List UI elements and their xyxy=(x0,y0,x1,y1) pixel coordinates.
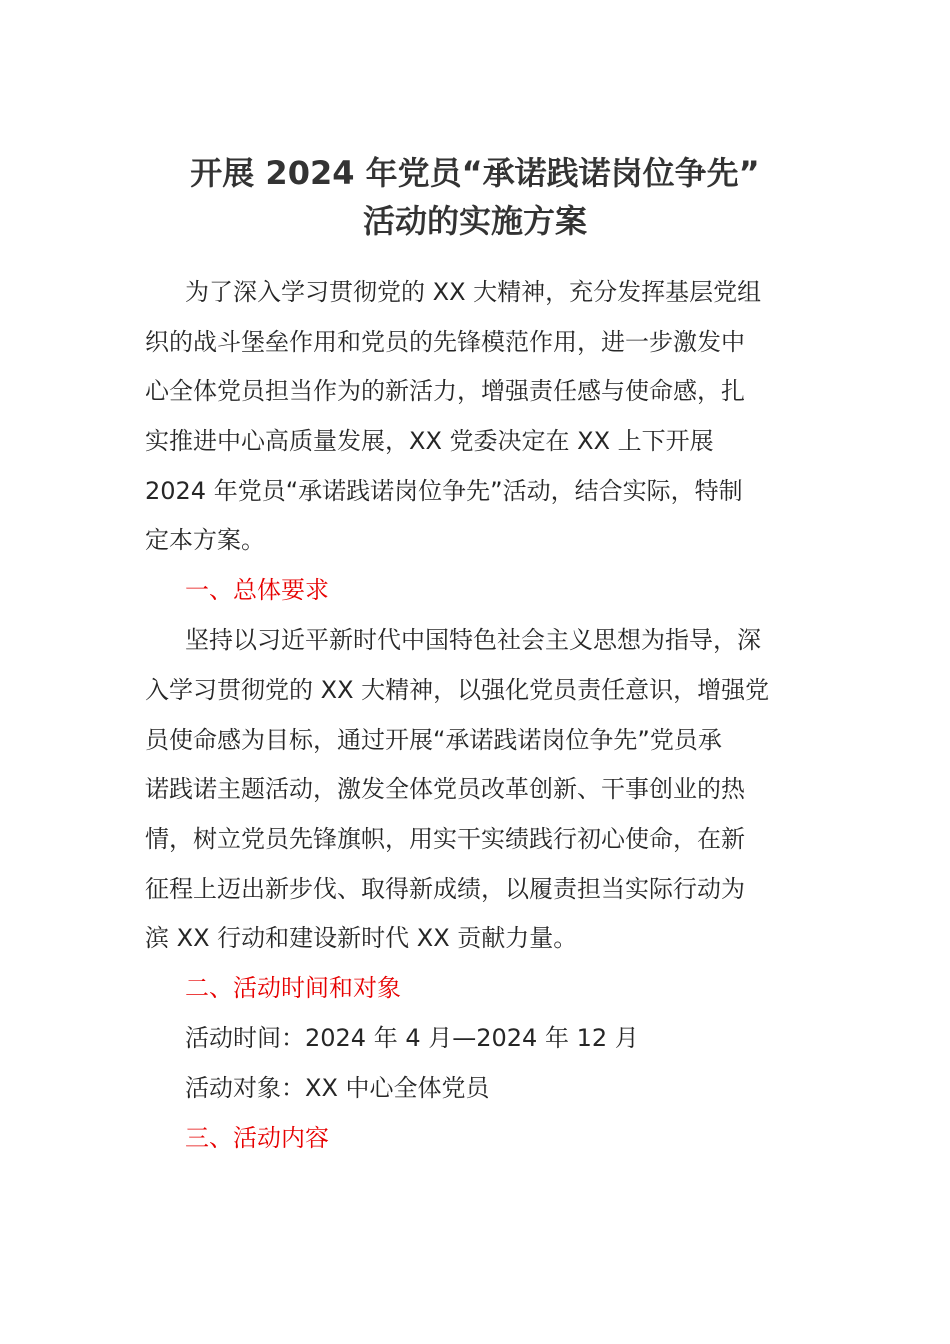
section-heading-general-requirements: 一、总体要求 xyxy=(185,576,329,604)
intro-paragraph-line: 织的战斗堡垒作用和党员的先锋模范作用，进一步激发中 xyxy=(145,328,745,356)
intro-paragraph-line: 定本方案。 xyxy=(145,526,265,554)
intro-paragraph-line: 为了深入学习贯彻党的 XX 大精神，充分发挥基层党组 xyxy=(185,278,762,306)
section1-paragraph-line: 入学习贯彻党的 XX 大精神，以强化党员责任意识，增强党 xyxy=(145,676,770,704)
section1-paragraph-line: 坚持以习近平新时代中国特色社会主义思想为指导，深 xyxy=(185,626,761,654)
document-title-line-1: 开展 2024 年党员“承诺践诺岗位争先” xyxy=(190,154,760,192)
section-heading-time-and-target: 二、活动时间和对象 xyxy=(185,974,401,1002)
section1-paragraph-line: 滨 XX 行动和建设新时代 XX 贡献力量。 xyxy=(145,924,578,952)
intro-paragraph-line: 2024 年党员“承诺践诺岗位争先”活动，结合实际，特制 xyxy=(145,477,743,505)
document-title-line-2: 活动的实施方案 xyxy=(362,202,587,240)
activity-target-line: 活动对象：XX 中心全体党员 xyxy=(185,1074,490,1102)
activity-time-line: 活动时间：2024 年 4 月—2024 年 12 月 xyxy=(185,1024,639,1052)
intro-paragraph-line: 心全体党员担当作为的新活力，增强责任感与使命感，扎 xyxy=(145,377,745,405)
section1-paragraph-line: 情，树立党员先锋旗帜，用实干实绩践行初心使命，在新 xyxy=(145,825,745,853)
section-heading-activity-content: 三、活动内容 xyxy=(185,1124,329,1152)
section1-paragraph-line: 诺践诺主题活动，激发全体党员改革创新、干事创业的热 xyxy=(145,775,745,803)
intro-paragraph-line: 实推进中心高质量发展，XX 党委决定在 XX 上下开展 xyxy=(145,427,714,455)
section1-paragraph-line: 征程上迈出新步伐、取得新成绩，以履责担当实际行动为 xyxy=(145,875,745,903)
section1-paragraph-line: 员使命感为目标，通过开展“承诺践诺岗位争先”党员承 xyxy=(145,726,722,754)
